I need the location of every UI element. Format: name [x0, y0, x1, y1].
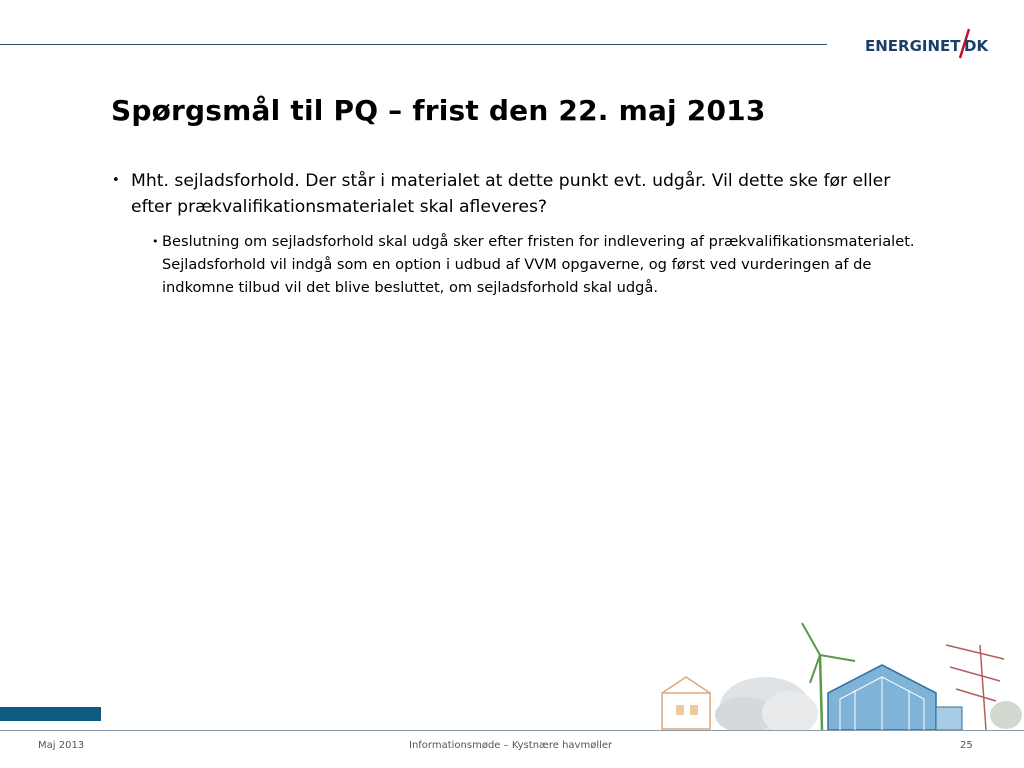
energinet-logo — [862, 28, 992, 60]
energy-landscape-illustration — [650, 615, 1024, 731]
header-rule — [0, 44, 827, 45]
logo-text-right: DK — [964, 37, 989, 55]
bullet-text: Mht. sejladsforhold. Der står i materialet at dette punkt evt. udgår. Vil dette ske før eller efter prækvalifikationsmaterialet skal afleveres? — [131, 171, 891, 217]
footer-date: Maj 2013 — [38, 740, 85, 751]
building-sketch-icon — [662, 677, 710, 729]
bullet-item — [111, 168, 931, 220]
page-number: 25 — [960, 740, 973, 751]
footer-title: Informationsmøde – Kystnære havmøller — [409, 740, 613, 751]
logo-text-left: ENERGINET — [865, 37, 961, 55]
bullet-icon: • — [152, 235, 159, 248]
slide-title: Spørgsmål til PQ – frist den 22. maj 2013 — [111, 94, 766, 127]
bullet-list — [111, 168, 931, 299]
footer-rule — [0, 730, 1024, 731]
accent-bar — [0, 707, 101, 721]
glass-building-icon — [828, 665, 962, 730]
bullet-icon: • — [112, 173, 120, 188]
sub-bullet-item — [153, 230, 922, 299]
sub-bullet-text: Beslutning om sejladsforhold skal udgå sker efter fristen for indlevering af prækvalifikationsmaterialet. Sejladsforhold vil indgå som en option i udbud af VVM opgaverne, og først ved vurderingen af de indkomne tilbud vil det blive besluttet, om sejladsforhold skal udgå. — [162, 233, 915, 296]
